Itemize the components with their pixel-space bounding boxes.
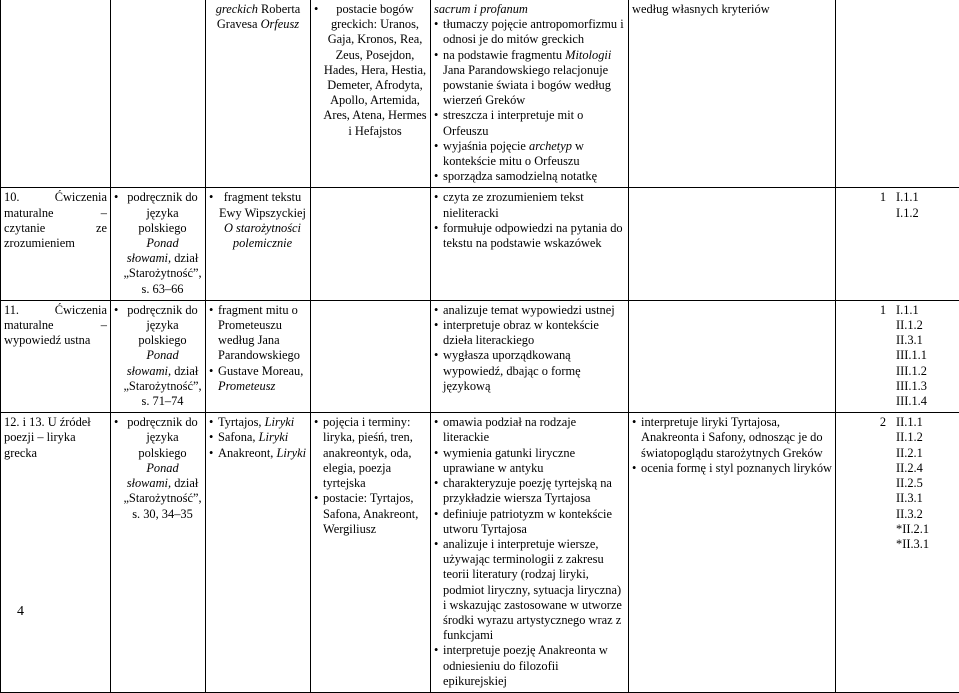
curriculum-code: II.3.1 (896, 333, 956, 348)
hours-count: 2 (870, 415, 896, 430)
cell-source (111, 413, 206, 693)
source-section: dział „Starożytność”, (123, 251, 201, 280)
curriculum-code: III.1.2 (896, 364, 956, 379)
table-row-lesson-12-13 (1, 413, 959, 693)
curriculum-code: I.1.1 (896, 190, 956, 205)
cell-extended-requirements (629, 413, 836, 693)
text-author: Roberta (258, 2, 300, 16)
text-item-author: Gustave Moreau, (218, 364, 303, 378)
source-text: podręcznik do języka polskiego (127, 303, 198, 347)
cell-hours-codes (836, 413, 959, 693)
curriculum-code: I.1.2 (896, 206, 956, 221)
cell-texts (206, 0, 311, 188)
cell-extended-requirements (629, 0, 836, 188)
content-item: • pojęcia i terminy: liryka, pieśń, tren, anakreontyk, oda, elegia, poezja tyrtejska (314, 415, 427, 491)
cell-basic-requirements (431, 413, 629, 693)
text-author-2: Gravesa (217, 17, 261, 31)
basic-item: • interpretuje poezję Anakreonta w odniesieniu do filozofii epikurejskiej (434, 643, 625, 689)
curriculum-code: II.2.4 (896, 461, 956, 476)
page-number: 4 (17, 604, 24, 619)
curriculum-code: I.1.1 (896, 303, 956, 318)
text-item-author: Safona, (218, 430, 259, 444)
text-item-author: Anakreont, (218, 446, 277, 460)
cell-topic: 10. Ćwiczenia maturalne – czytanie ze zrozumieniem (1, 188, 111, 300)
curriculum-code: II.1.1 (896, 415, 956, 430)
text-item-title: Prometeusz (218, 379, 275, 393)
source-item (114, 415, 202, 521)
extended-item: • ocenia formę i styl poznanych liryków (632, 461, 832, 476)
source-pages: s. 71–74 (142, 394, 184, 408)
cell-texts (206, 413, 311, 693)
source-text: podręcznik do języka polskiego (127, 415, 198, 459)
basic-item: • wygłasza uporządkowaną wypowiedź, dbając o formę językową (434, 348, 625, 394)
cell-hours-codes (836, 0, 959, 188)
basic-item: • wymienia gatunki liryczne uprawiane w antyku (434, 446, 625, 476)
cell-content (311, 0, 431, 188)
table-row-continued (1, 0, 959, 188)
text-item (209, 190, 307, 251)
curriculum-code: II.2.5 (896, 476, 956, 491)
cell-topic: 12. i 13. U źródeł poezji – liryka grecka (1, 413, 111, 693)
cell-texts (206, 188, 311, 300)
text-item-author: Tyrtajos, (218, 415, 265, 429)
cell-content (311, 300, 431, 412)
curriculum-code: II.1.2 (896, 318, 956, 333)
extended-item: według własnych kryteriów (632, 2, 770, 16)
basic-item: • analizuje temat wypowiedzi ustnej (434, 303, 625, 318)
content-item: • postacie: Tyrtajos, Safona, Anakreont, Wergiliusz (314, 491, 427, 537)
source-title: Ponad słowami, (127, 236, 179, 265)
basic-item: • charakteryzuje poezję tyrtejską na przykładzie wiersza Tyrtajosa (434, 476, 625, 506)
cell-basic-requirements (431, 188, 629, 300)
curriculum-code: II.3.1 (896, 491, 956, 506)
basic-item: • wyjaśnia pojęcie archetyp w kontekście mitu o Orfeuszu (434, 139, 625, 169)
curriculum-code: III.1.1 (896, 348, 956, 363)
text-title-italic: greckich (216, 2, 258, 16)
basic-lead: sacrum i profanum (434, 2, 625, 17)
source-item (114, 303, 202, 409)
source-pages: s. 63–66 (142, 282, 184, 296)
hours-count: 1 (870, 190, 896, 205)
text-item (209, 430, 307, 445)
curriculum-code: *II.2.1 (896, 522, 956, 537)
cell-content (311, 188, 431, 300)
basic-item: • definiuje patriotyzm w kontekście utworu Tyrtajosa (434, 507, 625, 537)
basic-item: • tłumaczy pojęcie antropomorfizmu i odnosi je do mitów greckich (434, 17, 625, 47)
text-item (209, 364, 307, 394)
cell-topic: 11. Ćwiczenia maturalne – wypowiedź ustna (1, 300, 111, 412)
text-item-title: Liryki (259, 430, 289, 444)
content-item: • postacie bogów greckich: Uranos, Gaja, Kronos, Rea, Zeus, Posejdon, Hades, Hera, Hestia, Demeter, Afrodyta, Apollo, Artemida, Ares, Atena, Hermes i Hefajstos (314, 2, 427, 139)
extended-item: • interpretuje liryki Tyrtajosa, Anakreonta i Safony, odnosząc je do światopoglądu starożytnych Greków (632, 415, 832, 461)
cell-source (111, 0, 206, 188)
cell-source (111, 188, 206, 300)
cell-hours-codes (836, 300, 959, 412)
text-item (209, 415, 307, 430)
text-item-title: Liryki (265, 415, 295, 429)
basic-item: • sporządza samodzielną notatkę (434, 169, 625, 184)
curriculum-code: II.3.2 (896, 507, 956, 522)
source-item (114, 190, 202, 296)
text-item-title: Liryki (277, 446, 307, 460)
basic-item: • czyta ze zrozumieniem tekst nieliteracki (434, 190, 625, 220)
curriculum-code: II.1.2 (896, 430, 956, 445)
basic-item: • formułuje odpowiedzi na pytania do tekstu na podstawie wskazówek (434, 221, 625, 251)
basic-item: • interpretuje obraz w kontekście dzieła literackiego (434, 318, 625, 348)
curriculum-code: *II.3.1 (896, 537, 956, 552)
cell-hours-codes (836, 188, 959, 300)
hours-count: 1 (870, 303, 896, 318)
text-item (209, 303, 307, 364)
basic-item: • omawia podział na rodzaje literackie (434, 415, 625, 445)
cell-extended-requirements (629, 188, 836, 300)
text-item-author: fragment mitu o Prometeuszu według Jana Parandowskiego (218, 303, 300, 363)
text-item-title: O starożytności polemicznie (224, 221, 301, 250)
source-text: podręcznik do języka polskiego (127, 190, 198, 234)
cell-content (311, 413, 431, 693)
cell-basic-requirements (431, 0, 629, 188)
basic-item: • na podstawie fragmentu Mitologii Jana Parandowskiego relacjonuje powstanie świata i bogów według wierzeń Greków (434, 48, 625, 109)
source-section: dział „Starożytność”, (123, 476, 201, 505)
cell-source (111, 300, 206, 412)
cell-extended-requirements (629, 300, 836, 412)
source-title: Ponad słowami, (127, 461, 179, 490)
table-row-lesson-10 (1, 188, 959, 300)
source-pages: s. 30, 34–35 (132, 507, 193, 521)
text-title-italic-2: Orfeusz (261, 17, 300, 31)
cell-basic-requirements (431, 300, 629, 412)
curriculum-code: III.1.4 (896, 394, 956, 409)
text-item-author: fragment tekstu Ewy Wipszyckiej (219, 190, 306, 219)
text-item (209, 446, 307, 461)
curriculum-code: II.2.1 (896, 446, 956, 461)
cell-texts (206, 300, 311, 412)
source-title: Ponad słowami, (127, 348, 179, 377)
table-row-lesson-11 (1, 300, 959, 412)
source-section: dział „Starożytność”, (123, 364, 201, 393)
basic-item: • analizuje i interpretuje wiersze, używając terminologii z zakresu teorii literatury (rodzaj liryki, podmiot liryczny, sytuacja liryczna) i wskazując zastosowane w utworze środki wyrazu artystycznego wraz z funkcjami (434, 537, 625, 643)
cell-topic (1, 0, 111, 188)
basic-item: • streszcza i interpretuje mit o Orfeuszu (434, 108, 625, 138)
curriculum-code: III.1.3 (896, 379, 956, 394)
